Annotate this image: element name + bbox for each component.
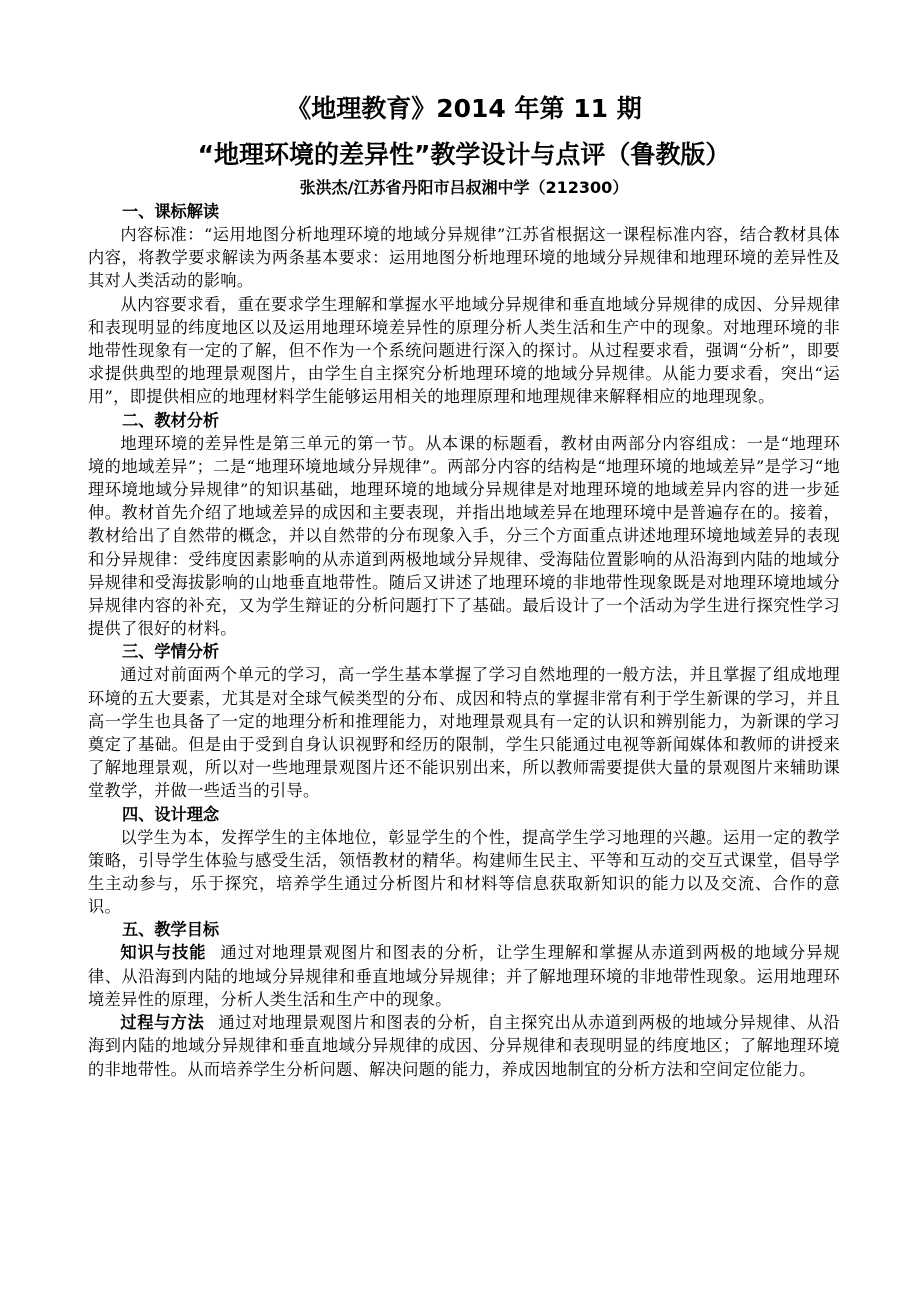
objective-text: 通过对地理景观图片和图表的分析，自主探究出从赤道到两极的地域分异规律、从沿海到内陆的地域分异规律和垂直地域分异规律的成因、分异规律和表现明显的纬度地区；了解地理环境的非地带性。从而培养学生分析问题、解决问题的能力，养成因地制宜的分析方法和空间定位能力。 bbox=[88, 1013, 841, 1079]
objective-label: 知识与技能 bbox=[120, 943, 207, 963]
objective-knowledge-skills bbox=[88, 941, 840, 1011]
section-heading-learners: 三、学情分析 bbox=[122, 642, 220, 662]
section-heading-design-concept: 四、设计理念 bbox=[122, 804, 220, 824]
objective-text: 通过对地理景观图片和图表的分析，让学生理解和掌握从赤道到两极的地域分异规律、从沿海到内陆的地域分异规律和垂直地域分异规律；并了解地理环境的非地带性现象。运用地理环境差异性的原理，分析人类生活和生产中的现象。 bbox=[88, 943, 840, 1009]
article-title: “地理环境的差异性”教学设计与点评（鲁教版） bbox=[197, 140, 731, 169]
document-page bbox=[88, 92, 840, 1081]
section-heading-objectives: 五、教学目标 bbox=[122, 920, 220, 940]
section-heading-textbook: 二、教材分析 bbox=[122, 410, 220, 430]
paragraph: 内容标准：“运用地图分析地理环境的地域分异规律”江苏省根据这一课程标准内容，结合教材具体内容，将教学要求解读为两条基本要求：运用地图分析地理环境的地域分异规律和地理环境的差异性及其对人类活动的影响。 bbox=[88, 225, 840, 291]
paragraph: 通过对前面两个单元的学习，高一学生基本掌握了学习自然地理的一般方法，并且掌握了组成地理环境的五大要素，尤其是对全球气候类型的分布、成因和特点的掌握非常有利于学生新课的学习，并且高一学生也具备了一定的地理分析和推理能力，对地理景观具有一定的认识和辨别能力，为新课的学习奠定了基础。但是由于受到自身认识视野和经历的限制，学生只能通过电视等新闻媒体和教师的讲授来了解地理景观，所以对一些地理景观图片还不能识别出来，所以教师需要提供大量的景观图片来辅助课堂教学，并做一些适当的引导。 bbox=[88, 665, 840, 801]
objective-label: 过程与方法 bbox=[120, 1013, 205, 1033]
journal-issue-line: 《地理教育》2014 年第 11 期 bbox=[286, 94, 642, 123]
author-line: 张洪杰/江苏省丹阳市吕叔湘中学（212300） bbox=[299, 178, 629, 197]
objective-process-methods bbox=[88, 1011, 840, 1081]
paragraph: 从内容要求看，重在要求学生理解和掌握水平地域分异规律和垂直地域分异规律的成因、分异规律和表现明显的纬度地区以及运用地理环境差异性的原理分析人类生活和生产中的现象。对地理环境的非地带性现象有一定的了解，但不作为一个系统问题进行深入的探讨。从过程要求看，强调“分析”，即要求提供典型的地理景观图片，由学生自主探究分析地理环境的地域分异规律。从能力要求看，突出“运用”，即提供相应的地理材料学生能够运用相关的地理原理和地理规律来解释相应的地理现象。 bbox=[88, 294, 840, 407]
section-heading-standards: 一、课标解读 bbox=[122, 202, 220, 221]
paragraph: 地理环境的差异性是第三单元的第一节。从本课的标题看，教材由两部分内容组成：一是“地理环境的地域差异”；二是“地理环境地域分异规律”。两部分内容的结构是“地理环境的地域差异”是学习“地理环境地域分异规律”的知识基础，地理环境的地域分异规律是对地理环境的地域差异内容的进一步延伸。教材首先介绍了地域差异的成因和主要表现，并指出地域差异在地理环境中是普遍存在的。接着，教材给出了自然带的概念，并以自然带的分布现象入手，分三个方面重点讲述地理环境地域差异的表现和分异规律：受纬度因素影响的从赤道到两极地域分异规律、受海陆位置影响的从沿海到内陆的地域分异规律和受海拔影响的山地垂直地带性。随后又讲述了地理环境的非地带性现象既是对地理环境地域分异规律内容的补充，又为学生辩证的分析问题打下了基础。最后设计了一个活动为学生进行探究性学习提供了很好的材料。 bbox=[88, 433, 840, 639]
paragraph: 以学生为本，发挥学生的主体地位，彰显学生的个性，提高学生学习地理的兴趣。运用一定的教学策略，引导学生体验与感受生活，领悟教材的精华。构建师生民主、平等和互动的交互式课堂，倡导学生主动参与，乐于探究，培养学生通过分析图片和材料等信息获取新知识的能力以及交流、合作的意识。 bbox=[88, 827, 840, 917]
